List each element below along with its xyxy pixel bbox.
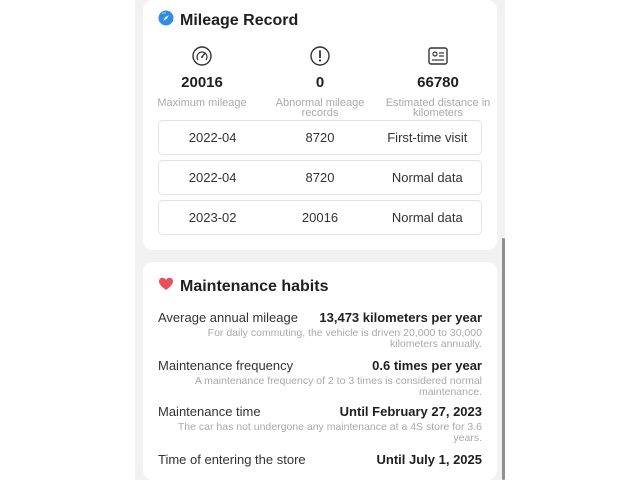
record-mileage: 20016: [301, 210, 339, 225]
habit-maintenance-frequency: [158, 358, 482, 398]
habit-store-entry-time: [158, 452, 482, 467]
habit-annual-mileage: [158, 310, 482, 350]
mileage-record-header: [158, 10, 298, 31]
habit-label: Average annual mileage: [158, 310, 298, 325]
record-status: First-time visit: [387, 130, 468, 145]
record-date: 2022-04: [188, 170, 237, 185]
record-status: Normal data: [391, 210, 463, 225]
mileage-record-card: [143, 0, 497, 250]
habit-value: Until February 27, 2023: [339, 404, 482, 419]
habit-note: The car has not undergone any maintenance at a 4S store for 3.6 years.: [177, 421, 482, 444]
mileage-records-list: [158, 120, 482, 240]
habit-label: Time of entering the store: [158, 452, 306, 467]
alert-circle-icon: [308, 44, 332, 68]
record-mileage: 8720: [305, 130, 335, 145]
habit-label: Maintenance frequency: [158, 358, 294, 373]
maintenance-habits-header: [158, 276, 328, 297]
habit-value: 13,473 kilometers per year: [319, 310, 482, 325]
record-status: Normal data: [391, 170, 463, 185]
stat-label: Abnormal mileage records: [275, 97, 365, 119]
record-mileage: 8720: [305, 170, 335, 185]
stat-value: 20016: [181, 74, 223, 91]
mileage-stats: [143, 44, 497, 118]
stat-estimated-distance: [379, 44, 497, 118]
stat-label: Estimated distance in kilometers: [385, 97, 491, 119]
record-row[interactable]: [158, 120, 482, 155]
habit-value: Until July 1, 2025: [376, 452, 482, 467]
id-card-icon: [426, 44, 450, 68]
habit-note: For daily commuting, the vehicle is driven 20,000 to 30,000 kilometers annually.: [207, 327, 482, 350]
habit-note: A maintenance frequency of 2 to 3 times is considered normal maintenance.: [194, 375, 482, 398]
vertical-scrollbar[interactable]: [502, 238, 505, 480]
stat-value: 66780: [417, 74, 459, 91]
habit-value: 0.6 times per year: [372, 358, 482, 373]
habit-label: Maintenance time: [158, 404, 261, 419]
habit-maintenance-time: [158, 404, 482, 444]
record-date: 2022-04: [188, 130, 237, 145]
speedometer-icon: [190, 44, 214, 68]
stat-maximum-mileage: [143, 44, 261, 118]
record-date: 2023-02: [188, 210, 237, 225]
record-row[interactable]: [158, 160, 482, 195]
heart-icon: [158, 276, 174, 297]
maintenance-habits-title: Maintenance habits: [180, 277, 329, 295]
stat-value: 0: [315, 74, 325, 91]
mileage-record-title: Mileage Record: [180, 11, 299, 29]
maintenance-habits-card: [143, 262, 497, 480]
stat-abnormal-mileage: [261, 44, 379, 118]
record-row[interactable]: [158, 200, 482, 235]
compass-badge-icon: [158, 10, 174, 31]
stat-label: Maximum mileage: [157, 97, 247, 109]
